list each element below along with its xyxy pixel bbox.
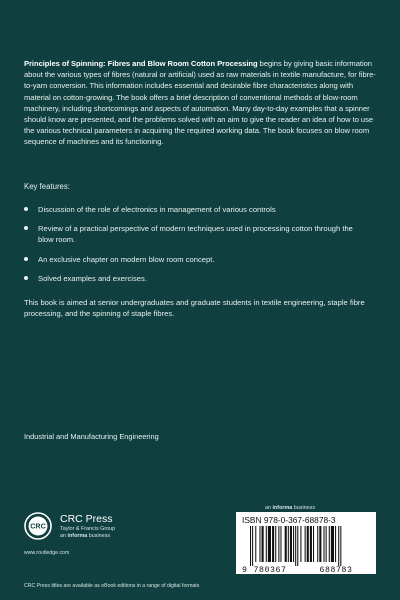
isbn-barcode	[236, 512, 376, 574]
barcode-bar	[313, 526, 314, 562]
barcode-bar	[262, 526, 264, 562]
publisher-block	[24, 512, 164, 560]
barcode-bar	[255, 526, 256, 562]
barcode-right-digits: 688783	[319, 566, 353, 574]
barcode-bar	[278, 526, 279, 562]
barcode-bar	[307, 526, 309, 562]
barcode-bar	[250, 526, 251, 566]
publisher-name: CRC Press	[60, 513, 113, 525]
barcode-bar	[275, 526, 276, 562]
barcode-bar	[268, 526, 271, 562]
barcode-bar	[285, 526, 287, 562]
book-title: Principles of Spinning: Fibres and Blow Room Cotton Processing	[24, 59, 258, 68]
publisher-business-line	[60, 533, 110, 539]
barcode-bar	[305, 526, 306, 562]
isbn-number: ISBN 978-0-367-68878-3	[242, 515, 336, 525]
audience-paragraph: This book is aimed at senior undergraduates and graduate students in textile engineering, staple fibre processing, and the spinning of staple fibres.	[24, 298, 365, 319]
barcode-bar	[280, 526, 281, 562]
barcode-bar	[266, 526, 267, 562]
publisher-group: Taylor & Francis Group	[60, 526, 116, 532]
barcode-bar	[326, 526, 327, 562]
key-features-list	[24, 204, 364, 284]
barcode-bar	[340, 526, 341, 566]
informa-business-tag	[265, 505, 315, 511]
bullet-icon	[24, 226, 28, 230]
biz-prefix: an	[60, 533, 68, 539]
informa-suffix: business	[292, 505, 316, 511]
barcode-bar	[317, 526, 318, 562]
barcode-icon	[236, 512, 376, 574]
publisher-url: www.routledge.com	[24, 550, 70, 556]
barcode-first-digit: 9	[242, 566, 247, 574]
barcode-bar	[324, 526, 325, 562]
barcode-bar	[297, 526, 298, 566]
list-item	[24, 204, 364, 215]
crc-logo-text: CRC	[30, 521, 46, 531]
barcode-bar	[335, 526, 336, 562]
biz-suffix: business	[87, 533, 111, 539]
bullet-icon	[24, 207, 28, 211]
feature-text: Solved examples and exercises.	[38, 273, 147, 283]
crc-logo-icon	[24, 512, 52, 540]
list-item	[24, 273, 364, 284]
barcode-bar	[252, 526, 253, 566]
feature-text: An exclusive chapter on modern blow room concept.	[38, 254, 215, 264]
feature-text: Discussion of the role of electronics in management of various controls	[38, 205, 276, 214]
barcode-bar	[272, 526, 274, 562]
barcode-bar	[288, 526, 289, 562]
barcode-bar	[300, 526, 301, 562]
list-item	[24, 254, 364, 265]
description-text: begins by giving basic information about the various types of fibres (natural or artificial) used as raw materials in textile manufacture, for fibre-to-yarn conversion. This information includes essential and desirable fibre characteristics along with material on cotton-growing. The book offers a brief description of conventional methods of blow-room machinery, including shortcomings and aspects of automation. Many day-to-day examples that a spinner should know are presented, and the problems solved with an aim to give the reader an idea of how to use the various technical parameters in acquiring the required working data. The book focuses on blow room sequence of machines and its functioning.	[24, 59, 376, 147]
barcode-bar	[329, 526, 330, 562]
barcode-bar	[295, 526, 296, 566]
barcode-bar	[310, 526, 312, 562]
description-paragraph	[24, 58, 376, 148]
informa-brand: informa	[272, 505, 293, 511]
barcode-bar	[331, 526, 334, 562]
biz-brand: informa	[67, 533, 88, 539]
ebook-note: CRC Press titles are available as eBook editions in a range of digital formats	[24, 583, 200, 589]
feature-text: Review of a practical perspective of modern techniques used in processing cotton through the blow room.	[38, 224, 353, 245]
barcode-bar	[259, 526, 260, 562]
barcode-bar	[338, 526, 339, 566]
barcode-bar	[319, 526, 321, 562]
bullet-icon	[24, 257, 28, 261]
list-item	[24, 223, 364, 245]
barcode-bar	[293, 526, 294, 562]
subject-category: Industrial and Manufacturing Engineering	[24, 432, 159, 441]
bullet-icon	[24, 276, 28, 280]
informa-prefix: an	[265, 505, 273, 511]
barcode-left-digits: 780367	[253, 566, 287, 574]
barcode-bar	[290, 526, 292, 562]
key-features-heading: Key features:	[24, 182, 70, 191]
